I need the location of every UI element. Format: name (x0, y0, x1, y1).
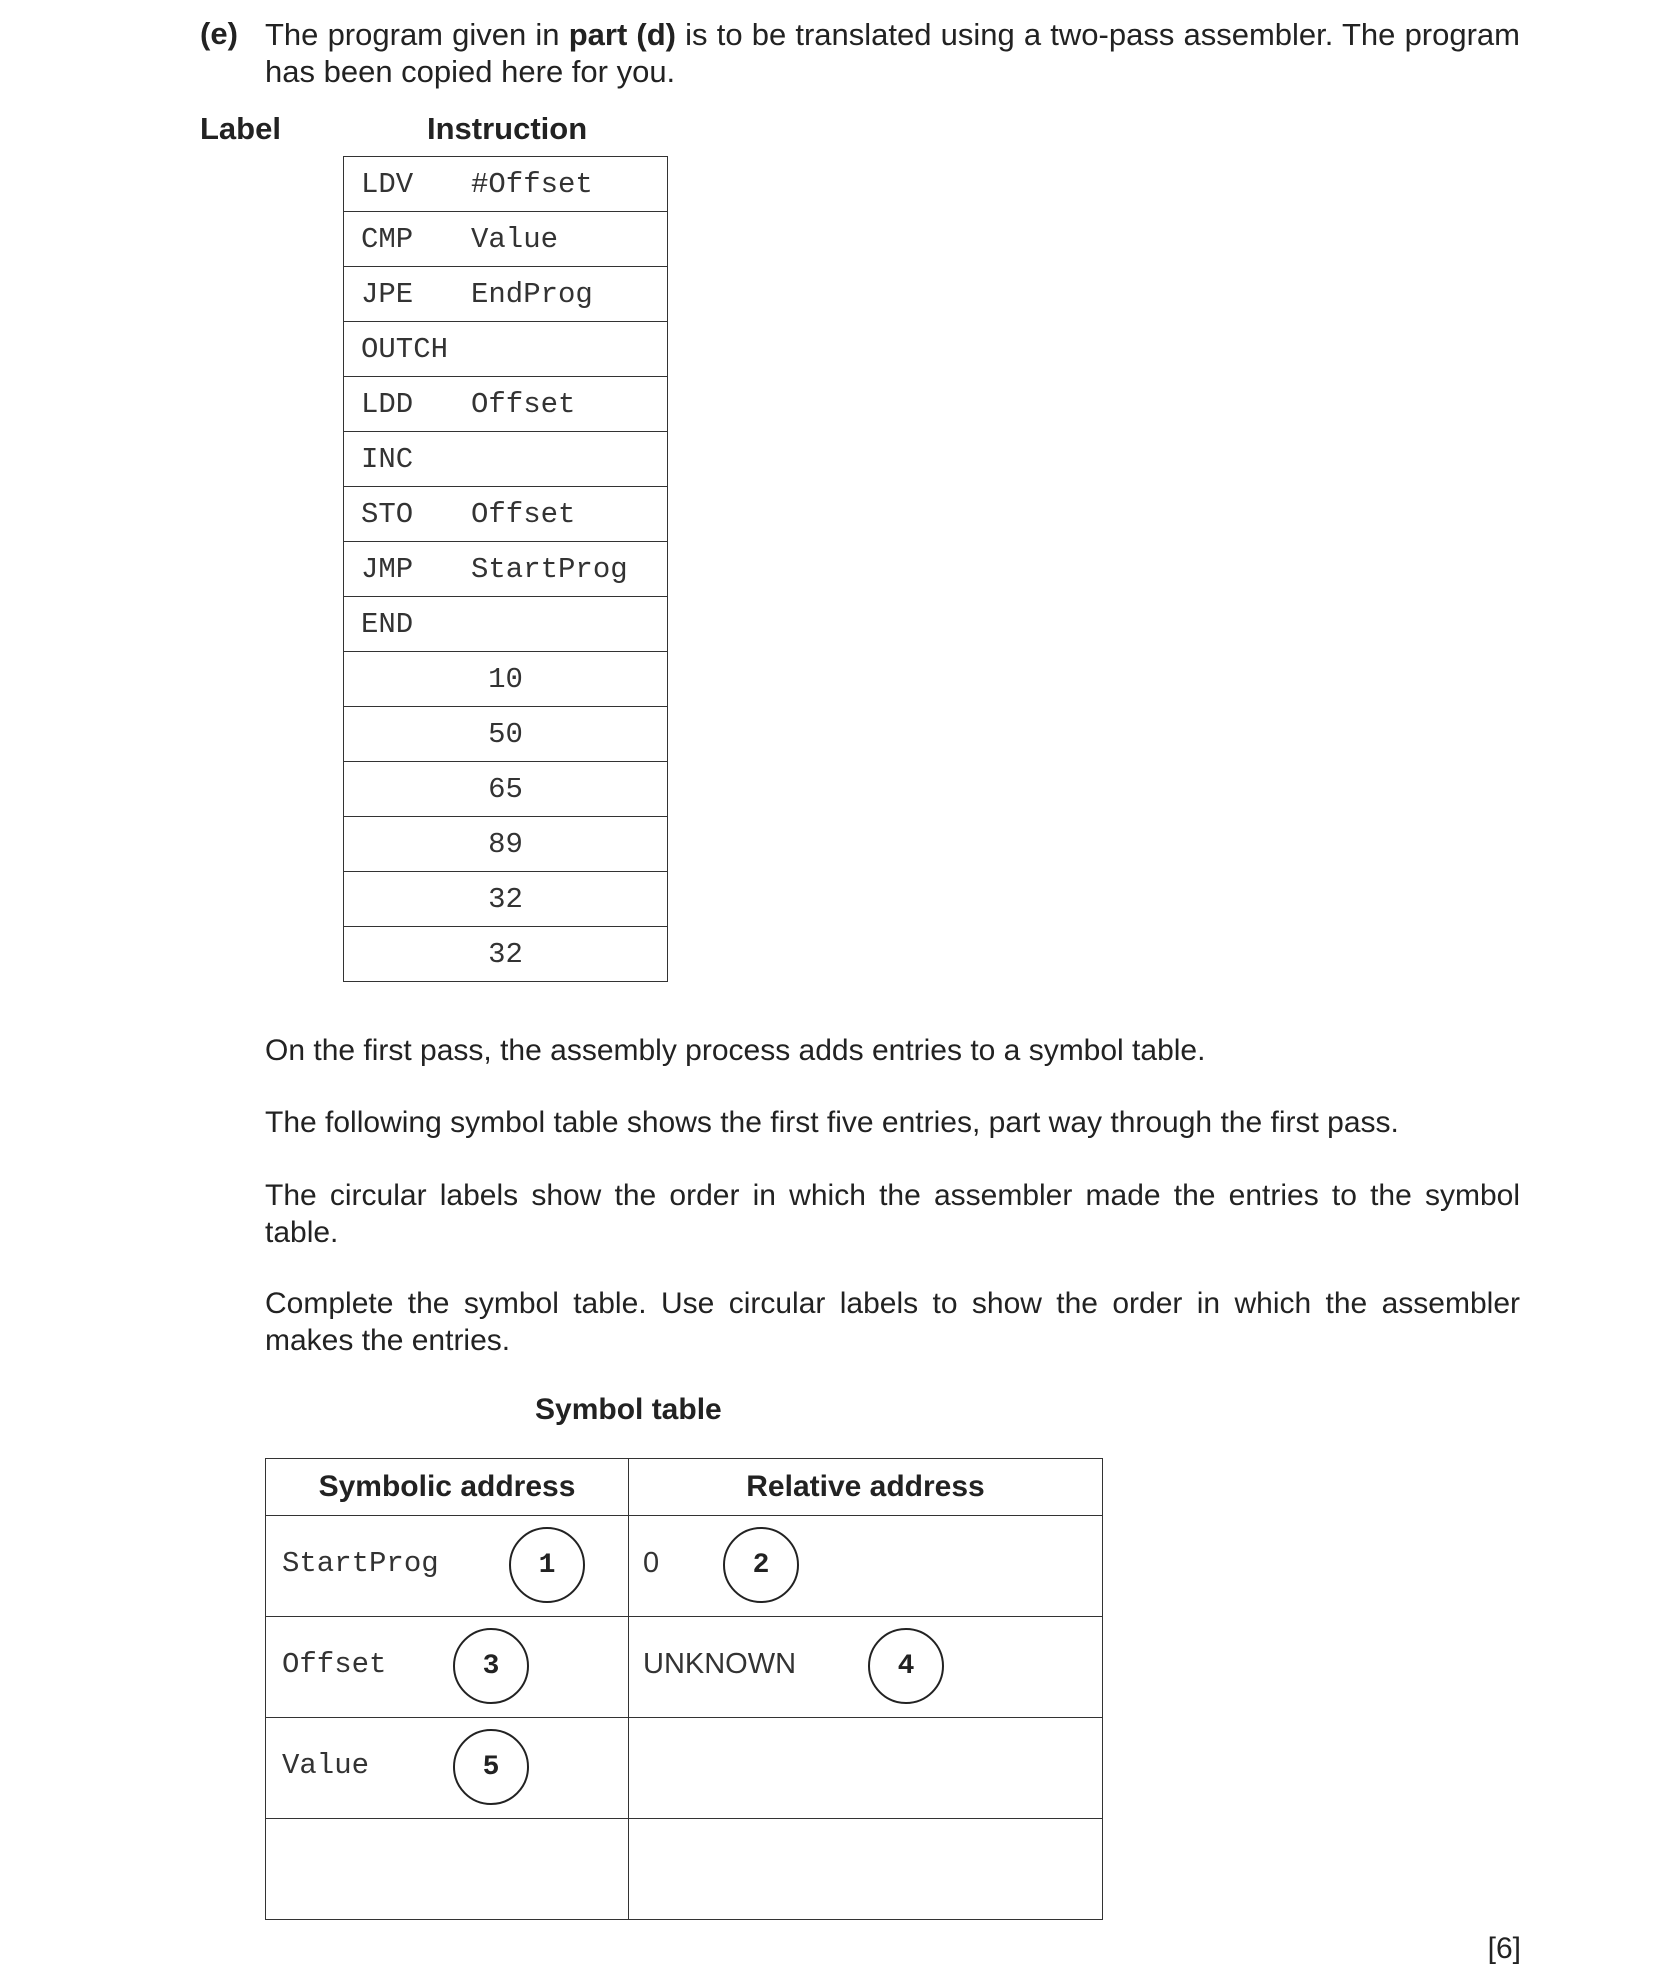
data-value: 50 (488, 718, 523, 751)
program-row (343, 817, 668, 872)
opcode: LDD (361, 388, 414, 421)
symbol-cell[interactable] (266, 1819, 629, 1920)
program-row (343, 487, 668, 542)
address-cell[interactable] (629, 1617, 1103, 1718)
symbol-cell[interactable] (266, 1516, 629, 1617)
data-value: 89 (488, 828, 523, 861)
program-row (343, 652, 668, 707)
program-row (343, 322, 668, 377)
symbol-table-row (266, 1516, 1103, 1617)
symbol-text: Offset (282, 1648, 387, 1681)
symbolic-address-header: Symbolic address (266, 1459, 629, 1516)
address-cell[interactable] (629, 1718, 1103, 1819)
symbol-cell[interactable] (266, 1617, 629, 1718)
program-row (343, 212, 668, 267)
paragraph: The circular labels show the order in which the assembler made the entries to the symbol table. (265, 1179, 1520, 1249)
data-value: 32 (488, 883, 523, 916)
program-row (343, 762, 668, 817)
question-text-post: is to be translated using a two-pass assembler. The program has been copied here for you. (265, 17, 1520, 89)
question-text-bold: part (d) (568, 17, 677, 52)
paragraph: On the first pass, the assembly process adds entries to a symbol table. (265, 1034, 1206, 1067)
symbol-cell[interactable] (266, 1718, 629, 1819)
symbol-table-title: Symbol table (535, 1393, 722, 1426)
operand: Value (471, 223, 559, 256)
opcode: OUTCH (361, 333, 449, 366)
question-text-pre: The program given in (265, 17, 569, 52)
symbol-table-header-row (266, 1459, 1103, 1516)
order-circle: 5 (453, 1729, 529, 1805)
paragraph: Complete the symbol table. Use circular labels to show the order in which the assembler makes the entries. (265, 1287, 1520, 1357)
relative-address-header: Relative address (629, 1459, 1103, 1516)
address-text: UNKNOWN (643, 1648, 797, 1680)
symbol-text: Value (282, 1749, 370, 1782)
order-circle: 1 (509, 1527, 585, 1603)
program-row (343, 432, 668, 487)
program-row (343, 267, 668, 322)
instruction-column-header: Instruction (427, 111, 588, 146)
program-row (343, 377, 668, 432)
label-column-header: Label (200, 111, 281, 146)
symbol-table-row (266, 1819, 1103, 1920)
symbol-table-row (266, 1617, 1103, 1718)
opcode: LDV (361, 168, 414, 201)
opcode: END (361, 608, 414, 641)
operand: StartProg (471, 553, 628, 586)
program-row (343, 927, 668, 982)
operand: Offset (471, 388, 576, 421)
program-row (343, 707, 668, 762)
program-row (343, 872, 668, 927)
opcode: INC (361, 443, 414, 476)
program-row (343, 597, 668, 652)
opcode: JMP (361, 553, 414, 586)
order-circle: 3 (453, 1628, 529, 1704)
operand: #Offset (471, 168, 593, 201)
order-circle: 2 (723, 1527, 799, 1603)
data-value: 10 (488, 663, 523, 696)
question-letter: (e) (200, 16, 238, 51)
operand: EndProg (471, 278, 593, 311)
opcode: CMP (361, 223, 414, 256)
address-cell[interactable] (629, 1516, 1103, 1617)
symbol-text: StartProg (282, 1547, 439, 1580)
question-text (265, 16, 1520, 90)
address-cell[interactable] (629, 1819, 1103, 1920)
address-text: 0 (643, 1547, 660, 1579)
order-circle: 4 (868, 1628, 944, 1704)
paragraph: The following symbol table shows the first five entries, part way through the first pass. (265, 1106, 1399, 1139)
program-row (343, 157, 668, 212)
opcode: STO (361, 498, 414, 531)
operand: Offset (471, 498, 576, 531)
opcode: JPE (361, 278, 414, 311)
program-row (343, 542, 668, 597)
data-value: 32 (488, 938, 523, 971)
symbol-table (265, 1458, 1103, 1920)
data-value: 65 (488, 773, 523, 806)
symbol-table-row (266, 1718, 1103, 1819)
marks-allocation: [6] (1487, 1932, 1521, 1965)
program-listing (343, 156, 668, 982)
